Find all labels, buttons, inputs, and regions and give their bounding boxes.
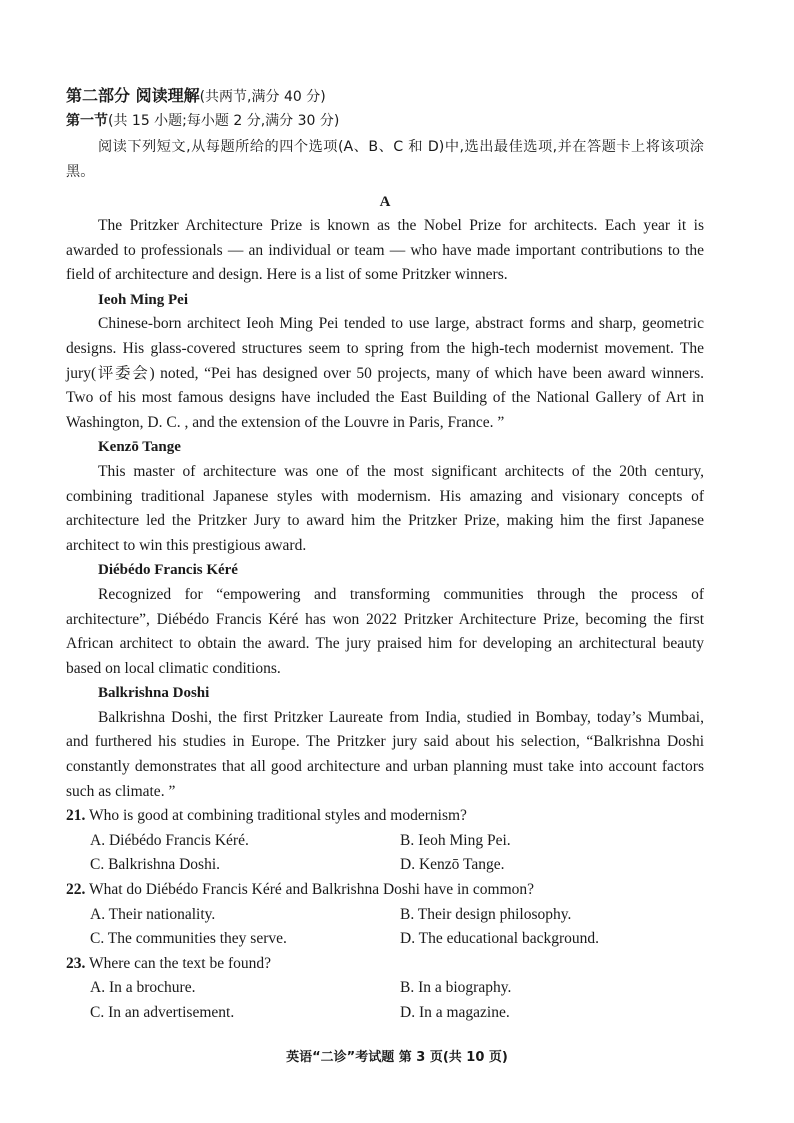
question-stem	[66, 878, 704, 903]
winner-description: Chinese-born architect Ieoh Ming Pei tended to use large, abstract forms and sharp, geometric designs. His glass-covered structures seem to spring from the high-tech modernist movement. The jury(评委会) noted, “Pei has designed over 50 projects, many of which have been award winners. Two of his most famous designs have included the East Building of the National Gallery of Art in Washington, D. C. , and the extension of the Louvre in Paris, France. ”	[66, 315, 704, 431]
section-heading-main: 第二部分 阅读理解	[66, 86, 200, 105]
question	[66, 952, 704, 1026]
option-c: C. The communities they serve.	[90, 930, 287, 948]
section-heading	[66, 84, 704, 109]
option-d: D. In a magazine.	[400, 1004, 510, 1021]
winner-name: Diébédo Francis Kéré	[98, 562, 238, 579]
winner-description: Balkrishna Doshi, the first Pritzker Laureate from India, studied in Bombay, today’s Mumbai, and furthered his studies in Europe. The Pritzker jury said about his selection, “Balkrishna Doshi constantly demonstrates that all good architecture and urban planning must take into account factors such as climate. ”	[66, 708, 704, 800]
winner-description: Recognized for “empowering and transforming communities through the process of architecture”, Diébédo Francis Kéré has won 2022 Pritzker Architecture Prize, becoming the first African architect to obtain the award. The jury praised him for developing an architectural beauty based on local climatic conditions.	[66, 585, 704, 677]
question-options	[66, 903, 704, 952]
question	[66, 878, 704, 952]
question-text: What do Diébédo Francis Kéré and Balkrishna Doshi have in common?	[85, 881, 535, 899]
option-b: B. Their design philosophy.	[400, 905, 572, 923]
question-number: 21.	[66, 807, 86, 825]
question	[66, 804, 704, 878]
section-heading-sub: (共两节,满分 40 分)	[199, 89, 326, 105]
question-options	[66, 976, 704, 1025]
passage-letter: A	[379, 194, 391, 210]
option-a: A. In a brochure.	[90, 979, 196, 997]
option-c: C. Balkrishna Doshi.	[90, 856, 221, 874]
winner-name: Balkrishna Doshi	[98, 685, 210, 702]
question-number: 23.	[66, 954, 86, 972]
winner-name: Ieoh Ming Pei	[98, 291, 188, 308]
winner-name: Kenzō Tange	[98, 439, 181, 456]
instructions: 阅读下列短文,从每题所给的四个选项(A、B、C 和 D)中,选出最佳选项,并在答题卡上将该项涂黑。	[66, 139, 704, 180]
page-footer: 英语“二诊”考试题 第 3 页(共 10 页)	[286, 1050, 508, 1065]
option-d: D. The educational background.	[400, 930, 599, 948]
option-c: C. In an advertisement.	[90, 1004, 235, 1021]
option-a: A. Their nationality.	[90, 905, 216, 923]
option-a: A. Diébédo Francis Kéré.	[90, 831, 249, 849]
passage-intro: The Pritzker Architecture Prize is known as the Nobel Prize for architects. Each year it is awarded to professionals — an individual or team — who have made important contributions to the field of architecture and design. Here is a list of some Pritzker winners.	[66, 217, 704, 284]
question-number: 22.	[66, 881, 86, 899]
part-heading	[66, 109, 704, 133]
option-b: B. Ieoh Ming Pei.	[400, 831, 511, 849]
winner-description: This master of architecture was one of the most significant architects of the 20th century, combining traditional Japanese styles with modernism. His amazing and visionary concepts of architecture led the Pritzker Jury to award him the Pritzker Prize, making him the first Japanese architect to win this prestigious award.	[66, 462, 704, 554]
exam-page	[66, 84, 704, 1026]
question-stem	[66, 804, 704, 829]
question-stem	[66, 952, 704, 977]
part-title: 第一节	[66, 113, 108, 129]
part-subtitle: (共 15 小题;每小题 2 分,满分 30 分)	[108, 113, 340, 129]
question-options	[66, 829, 704, 878]
option-d: D. Kenzō Tange.	[400, 856, 505, 874]
option-b: B. In a biography.	[400, 979, 512, 997]
question-text: Who is good at combining traditional styles and modernism?	[85, 807, 467, 825]
question-text: Where can the text be found?	[85, 954, 272, 972]
